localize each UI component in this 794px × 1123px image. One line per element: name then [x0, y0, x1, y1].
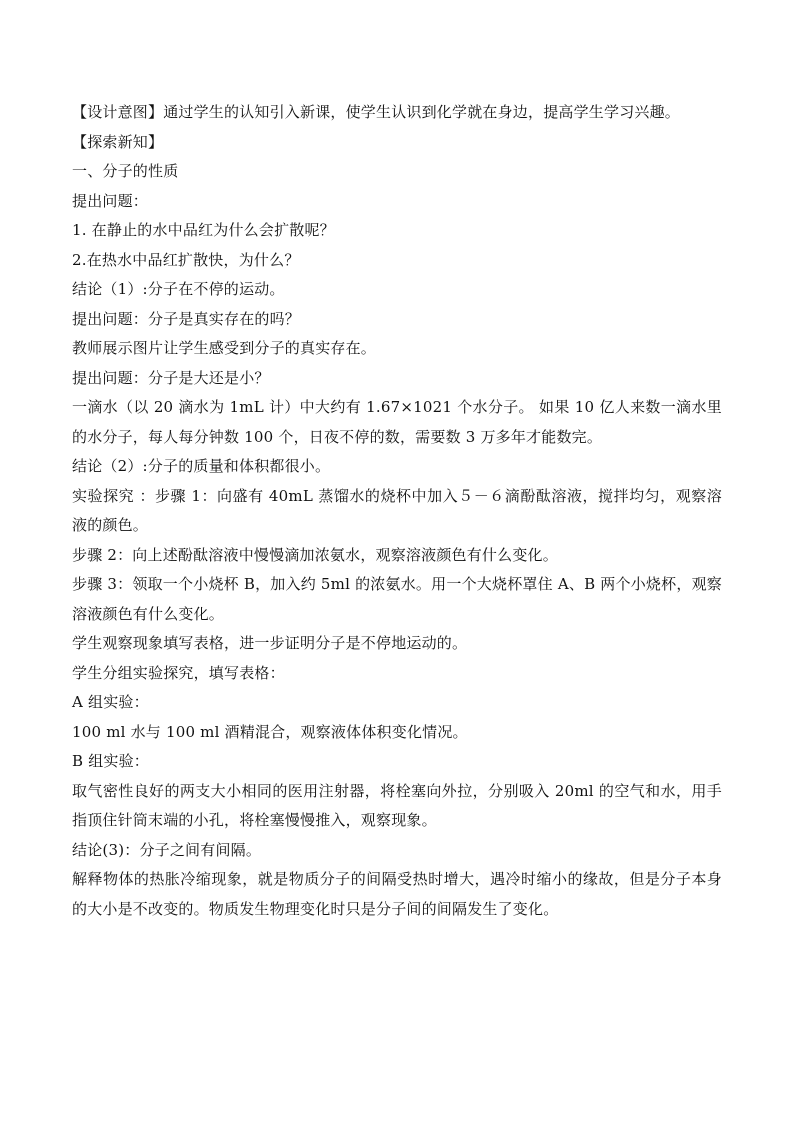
experiment-step-3: 步骤 3：领取一个小烧杯 B，加入约 5ml 的浓氨水。用一个大烧杯罩住 A、B 两个小烧杯，观察溶液颜色有什么变化。: [72, 575, 722, 623]
observation-paragraph: 学生观察现象填写表格，进一步证明分子是不停地运动的。: [72, 634, 468, 652]
question-1: 1. 在静止的水中品红为什么会扩散呢？: [72, 221, 335, 239]
group-experiment-intro: 学生分组实验探究，填写表格：: [72, 663, 285, 682]
group-a-heading: A 组实验：: [72, 693, 149, 711]
question-size: 提出问题：分子是大还是小？: [72, 368, 270, 387]
explanation-paragraph: 解释物体的热胀冷缩现象，就是物质分子的间隔受热时增大，遇冷时缩小的缘故，但是分子本身的大小是不改变的。物质发生物理变化时只是分子间的间隔发生了变化。: [72, 870, 722, 918]
group-b-description: 取气密性良好的两支大小相同的医用注射器，将栓塞向外拉，分别吸入 20ml 的空气和水，用手指顶住针筒末端的小孔，将栓塞慢慢推入，观察现象。: [72, 781, 722, 829]
question-real: 提出问题：分子是真实存在的吗？: [72, 309, 301, 328]
question-2: 2.在热水中品红扩散快，为什么？: [72, 250, 300, 269]
conclusion-3: 结论(3)：分子之间有间隔。: [72, 840, 262, 859]
section-heading-molecule-properties: 一、分子的性质: [72, 162, 179, 180]
group-b-heading: B 组实验：: [72, 752, 149, 770]
group-a-description: 100 ml 水与 100 ml 酒精混合，观察液体体积变化情况。: [72, 722, 468, 741]
experiment-step-1: 实验探究 ：步骤 1：向盛有 40mL 蒸馏水的烧杯中加入５－６滴酚酞溶液，搅拌均匀，观察溶液的颜色。: [72, 486, 722, 534]
explore-heading: 【探索新知】: [72, 132, 164, 151]
experiment-step-2: 步骤 2：向上述酚酞溶液中慢慢滴加浓氨水，观察溶液颜色有什么变化。: [72, 545, 558, 564]
document-body: [72, 98, 722, 924]
water-drop-paragraph: 一滴水（以 20 滴水为 1mL 计）中大约有 1.67×1021 个水分子。 如果 10 亿人来数一滴水里的水分子，每人每分钟数 100 个，日夜不停的数，需要数 3 万多年才能数完。: [72, 398, 722, 446]
design-intent-paragraph: 【设计意图】通过学生的认知引入新课，使学生认识到化学就在身边，提高学生学习兴趣。: [72, 103, 681, 121]
conclusion-1: 结论（1）:分子在不停的运动。: [72, 280, 285, 298]
conclusion-2: 结论（2）:分子的质量和体积都很小。: [72, 457, 331, 475]
question-label: 提出问题：: [72, 191, 149, 210]
teacher-shows-pictures: 教师展示图片让学生感受到分子的真实存在。: [72, 339, 377, 357]
